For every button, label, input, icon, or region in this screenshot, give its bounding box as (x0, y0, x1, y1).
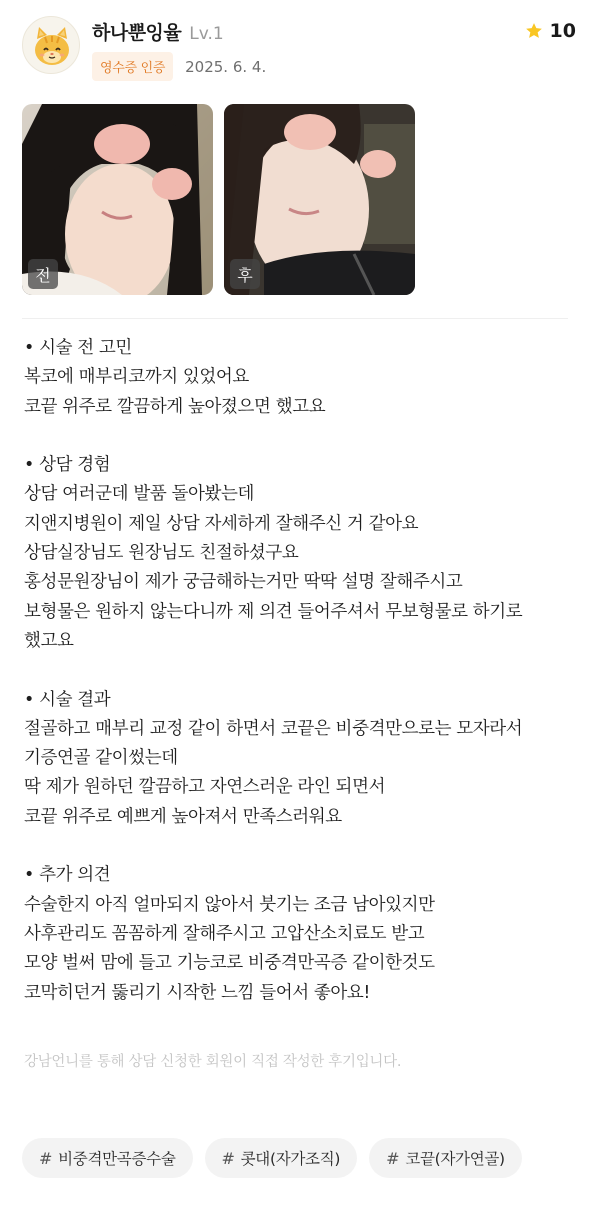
tag-chip[interactable] (369, 1138, 522, 1178)
review-line: 복코에 매부리코까지 있었어요 (24, 367, 249, 388)
username[interactable]: 하나뿐잉율 (92, 22, 182, 44)
review-line: 기증연골 같이썼는데 (24, 748, 178, 769)
tag-label: 콧대(자가조직) (240, 1150, 341, 1168)
tag-chip[interactable] (22, 1138, 193, 1178)
review-disclaimer: 강남언니를 통해 상담 신청한 회원이 직접 작성한 후기입니다. (24, 1054, 402, 1070)
review-line: 사후관리도 꼼꼼하게 잘해주시고 고압산소치료도 받고 (24, 923, 425, 944)
review-line: 상담 여러군데 발품 돌아봤는데 (24, 484, 255, 505)
before-label: 전 (28, 259, 58, 289)
review-line: 코끝 위주로 예쁘게 높아져서 만족스러워요 (24, 806, 342, 827)
before-photo[interactable] (22, 104, 213, 295)
cat-avatar-icon[interactable] (22, 16, 80, 74)
tag-chip[interactable] (205, 1138, 358, 1178)
review-date: 2025. 6. 4. (185, 57, 267, 76)
after-photo[interactable] (224, 104, 415, 295)
tag-label: 코끝(자가연골) (405, 1150, 505, 1168)
review-line: 수술한지 아직 얼마되지 않아서 붓기는 조금 남아있지만 (24, 894, 435, 915)
hash-icon: # (221, 1148, 235, 1168)
tag-label: 비중격만곡증수술 (58, 1150, 176, 1168)
review-line: 보형물은 원하지 않는다니까 제 의견 들어주셔서 무보형물로 하기로 (24, 601, 523, 622)
section-heading: • 시술 결과 (24, 689, 111, 710)
review-header (22, 14, 582, 80)
blank-line (24, 422, 580, 451)
section-heading: • 추가 의견 (24, 865, 111, 886)
review-line: 절골하고 매부리 교정 같이 하면서 코끝은 비중격만으로는 모자라서 (24, 718, 523, 739)
section-heading: • 시술 전 고민 (24, 338, 132, 358)
review-line: 코막히던거 뚫리기 시작한 느낌 들어서 좋아요! (24, 982, 371, 1003)
review-line: 코끝 위주로 깔끔하게 높아졌으면 했고요 (24, 396, 326, 417)
review-line: 모양 벌써 맘에 들고 기능코로 비중격만곡증 같이한것도 (24, 953, 435, 974)
receipt-verified-badge: 영수증 인증 (92, 52, 173, 81)
blank-line (24, 656, 580, 685)
review-line: 상담실장님도 원장님도 친절하셨구요 (24, 543, 299, 564)
user-level: Lv.1 (189, 24, 224, 44)
treatment-tags (22, 1138, 522, 1178)
rating-score (524, 20, 576, 42)
before-after-photos (22, 104, 415, 295)
hash-icon: # (39, 1148, 53, 1168)
review-line: 지앤지병원이 제일 상담 자세하게 잘해주신 거 같아요 (24, 513, 419, 534)
username-row (92, 18, 224, 45)
blank-line (24, 832, 580, 861)
score-value: 10 (549, 20, 576, 42)
review-body (24, 334, 580, 1008)
divider (22, 318, 568, 319)
review-line: 딱 제가 원하던 깔끔하고 자연스러운 라인 되면서 (24, 777, 386, 798)
hash-icon: # (386, 1148, 400, 1168)
star-icon (524, 21, 544, 41)
review-line: 했고요 (24, 630, 74, 651)
meta-row (92, 52, 266, 81)
section-heading: • 상담 경험 (24, 455, 111, 476)
after-label: 후 (230, 259, 260, 289)
review-line: 홍성문원장님이 제가 궁금해하는거만 딱딱 설명 잘해주시고 (24, 572, 463, 593)
